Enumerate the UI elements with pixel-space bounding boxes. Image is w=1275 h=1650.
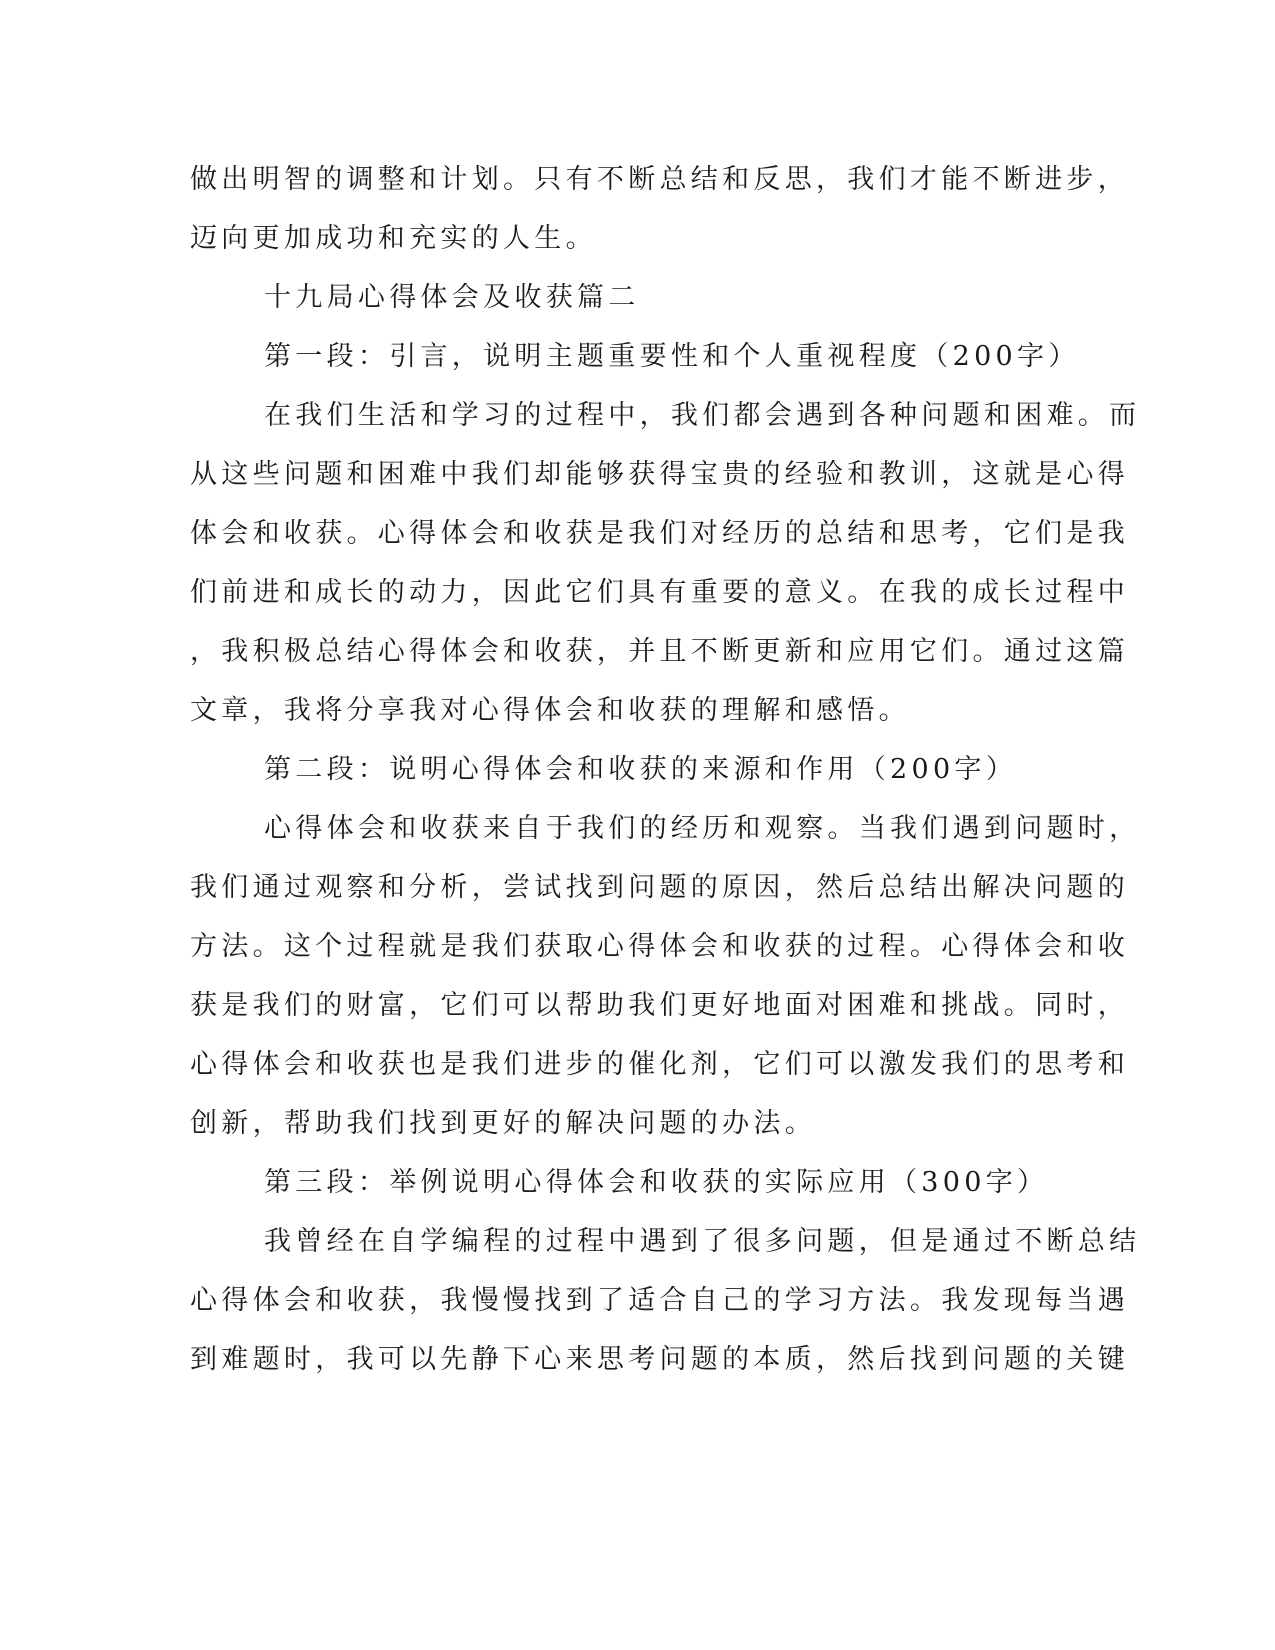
section-title: 十九局心得体会及收获篇二: [264, 282, 640, 313]
text-line: 我们通过观察和分析，尝试找到问题的原因，然后总结出解决问题的: [190, 872, 1129, 903]
text-line: 在我们生活和学习的过程中，我们都会遇到各种问题和困难。而: [264, 400, 1141, 431]
text-line: 体会和收获。心得体会和收获是我们对经历的总结和思考，它们是我: [190, 518, 1129, 549]
text-line: 我曾经在自学编程的过程中遇到了很多问题，但是通过不断总结: [264, 1226, 1141, 1257]
text-line: 心得体会和收获，我慢慢找到了适合自己的学习方法。我发现每当遇: [190, 1285, 1129, 1316]
text-line: 从这些问题和困难中我们却能够获得宝贵的经验和教训，这就是心得: [190, 459, 1129, 490]
text-line: 方法。这个过程就是我们获取心得体会和收获的过程。心得体会和收: [190, 931, 1129, 962]
paragraph-heading: 第一段：引言，说明主题重要性和个人重视程度（200字）: [264, 341, 1080, 372]
text-line: 创新，帮助我们找到更好的解决问题的办法。: [190, 1108, 816, 1139]
text-line: ，我积极总结心得体会和收获，并且不断更新和应用它们。通过这篇: [190, 636, 1129, 667]
text-line: 到难题时，我可以先静下心来思考问题的本质，然后找到问题的关键: [190, 1344, 1129, 1375]
text-line: 获是我们的财富，它们可以帮助我们更好地面对困难和挑战。同时，: [190, 990, 1129, 1021]
paragraph-heading: 第三段：举例说明心得体会和收获的实际应用（300字）: [264, 1167, 1049, 1198]
text-line: 心得体会和收获也是我们进步的催化剂，它们可以激发我们的思考和: [190, 1049, 1129, 1080]
text-line: 心得体会和收获来自于我们的经历和观察。当我们遇到问题时，: [264, 813, 1141, 844]
text-line: 迈向更加成功和充实的人生。: [190, 223, 597, 254]
text-line: 们前进和成长的动力，因此它们具有重要的意义。在我的成长过程中: [190, 577, 1129, 608]
paragraph-heading: 第二段：说明心得体会和收获的来源和作用（200字）: [264, 754, 1018, 785]
text-line: 做出明智的调整和计划。只有不断总结和反思，我们才能不断进步，: [190, 164, 1129, 195]
text-line: 文章，我将分享我对心得体会和收获的理解和感悟。: [190, 695, 910, 726]
